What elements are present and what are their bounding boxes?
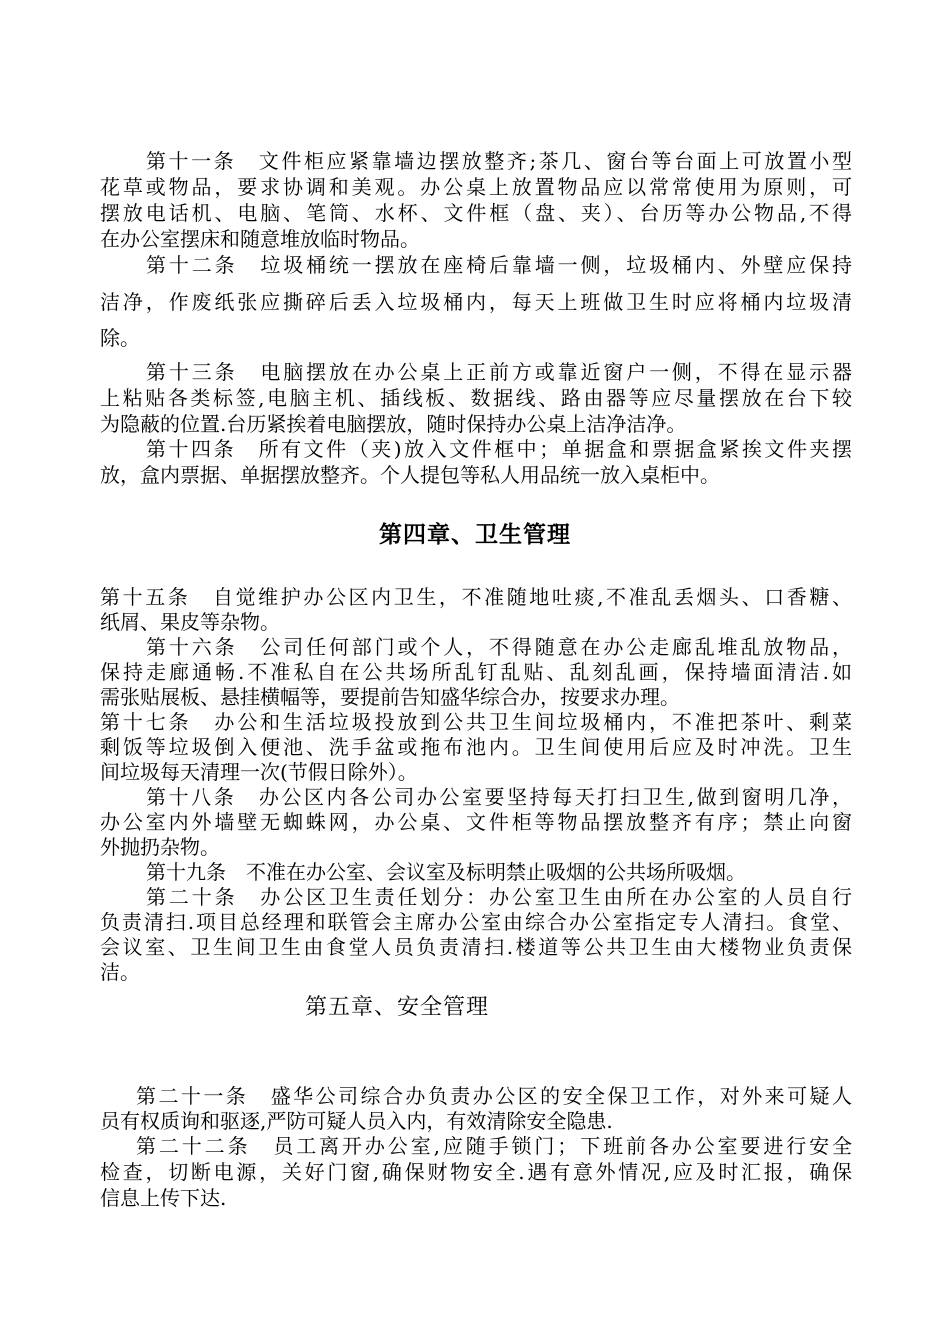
article-16-line: 需张贴展板、悬挂横幅等，要提前告知盛华综合办，按要求办理。	[100, 685, 680, 709]
article-21-line: 第二十一条 盛华公司综合办负责办公区的安全保卫工作，对外来可疑人	[136, 1084, 852, 1108]
article-17-line: 第十七条 办公和生活垃圾投放到公共卫生间垃圾桶内，不准把茶叶、剩菜	[100, 710, 852, 734]
article-11-line: 摆放电话机、电脑、笔筒、水杯、文件框（盘、夹）、台历等办公物品,不得	[100, 201, 852, 225]
article-12-line: 除。	[100, 326, 140, 350]
article-22-line: 第二十二条 员工离开办公室,应随手锁门；下班前各办公室要进行安全	[136, 1134, 852, 1158]
article-18-line: 第十八条 办公区内各公司办公室要坚持每天打扫卫生,做到窗明几净，	[146, 785, 852, 809]
article-20-line: 洁。	[100, 960, 140, 984]
article-16-line: 保持走廊通畅.不准私自在公共场所乱钉乱贴、乱刻乱画，保持墙面清洁.如	[100, 660, 852, 684]
article-12-line: 第十二条 垃圾桶统一摆放在座椅后靠墙一侧，垃圾桶内、外壁应保持	[146, 253, 852, 277]
article-18-line: 办公室内外墙壁无蜘蛛网，办公桌、文件柜等物品摆放整齐有序；禁止向窗	[100, 810, 852, 834]
article-13-line: 上粘贴各类标签,电脑主机、插线板、数据线、路由器等应尽量摆放在台下较	[100, 386, 852, 410]
article-20-line: 负责清扫.项目总经理和联管会主席办公室由综合办公室指定专人清扫。食堂、	[100, 910, 852, 934]
article-17-line: 剩饭等垃圾倒入便池、洗手盆或拖布池内。卫生间使用后应及时冲洗。卫生	[100, 735, 852, 759]
article-11-line: 在办公室摆床和随意堆放临时物品。	[100, 227, 420, 251]
article-11-line: 第十一条 文件柜应紧靠墙边摆放整齐;茶几、窗台等台面上可放置小型	[146, 149, 852, 173]
article-20-line: 第二十条 办公区卫生责任划分：办公室卫生由所在办公室的人员自行	[146, 885, 852, 909]
article-22-line: 检查，切断电源，关好门窗,确保财物安全.遇有意外情况,应及时汇报，确保	[100, 1160, 852, 1184]
chapter-4-heading: 第四章、卫生管理	[379, 521, 571, 548]
article-16-line: 第十六条 公司任何部门或个人，不得随意在办公走廊乱堆乱放物品，	[146, 635, 852, 659]
chapter-5-heading: 第五章、安全管理	[305, 995, 490, 1020]
article-14-line: 放，盒内票据、单据摆放整齐。个人提包等私人用品统一放入桌柜中。	[100, 463, 720, 487]
article-19-line: 第十九条 不准在办公室、会议室及标明禁止吸烟的公共场所吸烟。	[146, 860, 746, 884]
article-21-line: 员有权质询和驱逐,严防可疑人员入内，有效清除安全隐患.	[100, 1109, 613, 1133]
article-12-line: 洁净，作废纸张应撕碎后丢入垃圾桶内，每天上班做卫生时应将桶内垃圾清	[100, 290, 852, 314]
article-17-line: 间垃圾每天清理一次(节假日除外）。	[100, 760, 418, 784]
article-13-line: 第十三条 电脑摆放在办公桌上正前方或靠近窗户一侧，不得在显示器	[146, 360, 852, 384]
article-15-line: 第十五条 自觉维护办公区内卫生，不准随地吐痰,不准乱丢烟头、口香糖、	[100, 585, 852, 609]
article-14-line: 第十四条 所有文件（夹)放入文件框中；单据盒和票据盒紧挨文件夹摆	[146, 437, 852, 461]
article-11-line: 花草或物品，要求协调和美观。办公桌上放置物品应以常常使用为原则，可	[100, 175, 852, 199]
article-15-line: 纸屑、果皮等杂物。	[100, 610, 280, 634]
article-22-line: 信息上传下达.	[100, 1186, 227, 1210]
article-20-line: 会议室、卫生间卫生由食堂人员负责清扫.楼道等公共卫生由大楼物业负责保	[100, 935, 852, 959]
article-13-line: 为隐蔽的位置.台历紧挨着电脑摆放，随时保持办公桌上洁净洁净。	[100, 412, 687, 436]
article-18-line: 外抛扔杂物。	[100, 835, 220, 859]
